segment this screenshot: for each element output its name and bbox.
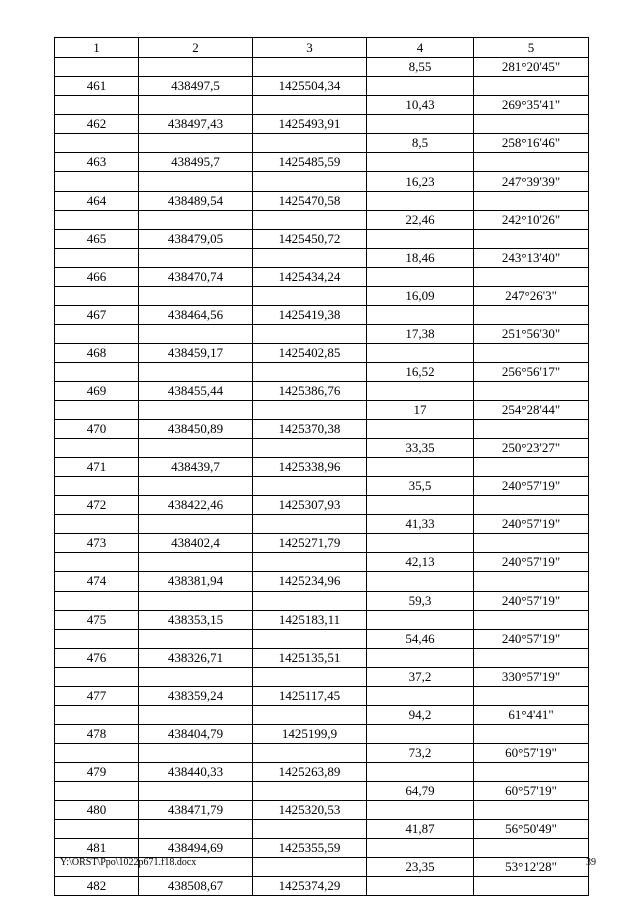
table-cell-col-5: 247°39'39": [474, 172, 589, 191]
table-cell-col-3: 1425199,9: [253, 724, 367, 743]
table-cell-col-5: 240°57'19": [474, 629, 589, 648]
table-cell-col-4: [367, 801, 474, 820]
table-row: [55, 458, 589, 477]
table-cell-col-3: [253, 324, 367, 343]
table-cell-col-3: 1425135,51: [253, 648, 367, 667]
table-row: [55, 439, 589, 458]
table-row: [55, 667, 589, 686]
table-cell-col-4: [367, 496, 474, 515]
table-cell-col-1: [55, 743, 139, 762]
table-cell-col-2: [139, 134, 253, 153]
table-cell-col-4: 33,35: [367, 439, 474, 458]
table-cell-col-4: 16,23: [367, 172, 474, 191]
header-cell-3: 3: [253, 38, 367, 58]
table-cell-col-5: 240°57'19": [474, 515, 589, 534]
table-cell-col-4: [367, 762, 474, 781]
table-cell-col-1: 475: [55, 610, 139, 629]
table-cell-col-3: [253, 172, 367, 191]
table-cell-col-4: 73,2: [367, 743, 474, 762]
table-row: [55, 362, 589, 381]
table-cell-col-1: [55, 134, 139, 153]
table-cell-col-2: 438439,7: [139, 458, 253, 477]
table-cell-col-4: 23,35: [367, 858, 474, 877]
table-cell-col-4: [367, 191, 474, 210]
table-cell-col-2: 438479,05: [139, 229, 253, 248]
table-cell-col-3: [253, 96, 367, 115]
table-row: [55, 324, 589, 343]
table-cell-col-4: 8,5: [367, 134, 474, 153]
table-cell-col-4: [367, 420, 474, 439]
table-cell-col-4: 54,46: [367, 629, 474, 648]
table-cell-col-3: [253, 477, 367, 496]
table-cell-col-1: [55, 58, 139, 77]
table-cell-col-4: 37,2: [367, 667, 474, 686]
table-cell-col-1: [55, 515, 139, 534]
table-row: [55, 820, 589, 839]
table-row: [55, 58, 589, 77]
table-row: [55, 743, 589, 762]
table-cell-col-5: [474, 153, 589, 172]
table-cell-col-1: 463: [55, 153, 139, 172]
table-cell-col-4: 41,33: [367, 515, 474, 534]
table-row: [55, 496, 589, 515]
table-cell-col-4: [367, 610, 474, 629]
table-cell-col-4: [367, 648, 474, 667]
table-cell-col-3: 1425450,72: [253, 229, 367, 248]
table-cell-col-3: [253, 553, 367, 572]
table-cell-col-4: [367, 724, 474, 743]
table-cell-col-5: [474, 534, 589, 553]
table-cell-col-2: [139, 286, 253, 305]
table-cell-col-4: [367, 877, 474, 896]
table-cell-col-1: [55, 401, 139, 420]
table-body: [55, 58, 589, 896]
table-cell-col-5: [474, 496, 589, 515]
table-cell-col-1: 479: [55, 762, 139, 781]
table-cell-col-5: [474, 801, 589, 820]
table-cell-col-4: [367, 572, 474, 591]
table-cell-col-1: 468: [55, 343, 139, 362]
table-cell-col-3: 1425117,45: [253, 686, 367, 705]
table-row: [55, 572, 589, 591]
header-cell-2: 2: [139, 38, 253, 58]
table-cell-col-5: [474, 191, 589, 210]
table-cell-col-4: 42,13: [367, 553, 474, 572]
table-cell-col-2: 438440,33: [139, 762, 253, 781]
table-cell-col-3: [253, 705, 367, 724]
table-cell-col-2: 438464,56: [139, 305, 253, 324]
table-cell-col-2: [139, 629, 253, 648]
page-number: 39: [586, 857, 596, 868]
table-cell-col-2: 438326,71: [139, 648, 253, 667]
table-cell-col-5: [474, 572, 589, 591]
table-cell-col-1: 482: [55, 877, 139, 896]
table-cell-col-1: 471: [55, 458, 139, 477]
table-cell-col-1: 462: [55, 115, 139, 134]
table-cell-col-5: 60°57'19": [474, 781, 589, 800]
table-cell-col-3: [253, 858, 367, 877]
table-cell-col-1: 469: [55, 381, 139, 400]
table-cell-col-4: 22,46: [367, 210, 474, 229]
table-cell-col-3: 1425307,93: [253, 496, 367, 515]
table-cell-col-4: 41,87: [367, 820, 474, 839]
table-cell-col-4: 94,2: [367, 705, 474, 724]
table-cell-col-1: 464: [55, 191, 139, 210]
table-cell-col-5: 251°56'30": [474, 324, 589, 343]
table-cell-col-5: 53°12'28": [474, 858, 589, 877]
table-row: [55, 115, 589, 134]
table-cell-col-4: [367, 229, 474, 248]
table-cell-col-1: [55, 286, 139, 305]
table-cell-col-1: [55, 477, 139, 496]
table-cell-col-3: [253, 401, 367, 420]
table-cell-col-4: 16,09: [367, 286, 474, 305]
table-cell-col-2: [139, 705, 253, 724]
table-cell-col-1: [55, 667, 139, 686]
table-cell-col-5: [474, 648, 589, 667]
table-cell-col-3: [253, 439, 367, 458]
table-cell-col-5: 242°10'26": [474, 210, 589, 229]
header-cell-4: 4: [367, 38, 474, 58]
table-cell-col-2: 438508,67: [139, 877, 253, 896]
table-cell-col-3: [253, 781, 367, 800]
table-row: [55, 610, 589, 629]
table-row: [55, 401, 589, 420]
table-row: [55, 762, 589, 781]
table-cell-col-5: [474, 724, 589, 743]
table-cell-col-2: 438353,15: [139, 610, 253, 629]
table-cell-col-2: 438450,89: [139, 420, 253, 439]
table-cell-col-4: [367, 686, 474, 705]
table-cell-col-4: 17: [367, 401, 474, 420]
table-cell-col-4: [367, 381, 474, 400]
table-row: [55, 381, 589, 400]
table-cell-col-5: 240°57'19": [474, 477, 589, 496]
table-cell-col-3: [253, 629, 367, 648]
table-cell-col-3: [253, 515, 367, 534]
table-cell-col-5: [474, 381, 589, 400]
table-cell-col-2: 438470,74: [139, 267, 253, 286]
table-cell-col-5: 250°23'27": [474, 439, 589, 458]
table-cell-col-2: [139, 743, 253, 762]
table-cell-col-3: 1425485,59: [253, 153, 367, 172]
table-row: [55, 686, 589, 705]
table-row: [55, 781, 589, 800]
table-cell-col-3: 1425386,76: [253, 381, 367, 400]
table-cell-col-4: 16,52: [367, 362, 474, 381]
table-cell-col-3: 1425374,29: [253, 877, 367, 896]
table-cell-col-2: [139, 591, 253, 610]
table-cell-col-1: [55, 324, 139, 343]
table-cell-col-3: [253, 820, 367, 839]
table-cell-col-2: [139, 401, 253, 420]
table-cell-col-2: 438402,4: [139, 534, 253, 553]
table-cell-col-1: [55, 210, 139, 229]
table-cell-col-2: [139, 362, 253, 381]
table-cell-col-2: 438359,24: [139, 686, 253, 705]
table-cell-col-2: [139, 553, 253, 572]
table-cell-col-2: 438404,79: [139, 724, 253, 743]
table-cell-col-2: [139, 781, 253, 800]
table-row: [55, 553, 589, 572]
table-cell-col-3: [253, 248, 367, 267]
table-cell-col-3: 1425419,38: [253, 305, 367, 324]
table-cell-col-5: [474, 77, 589, 96]
table-cell-col-4: 59,3: [367, 591, 474, 610]
table-row: [55, 77, 589, 96]
table-cell-col-2: 438459,17: [139, 343, 253, 362]
table-cell-col-5: 60°57'19": [474, 743, 589, 762]
table-cell-col-5: [474, 115, 589, 134]
table-cell-col-5: 247°26'3": [474, 286, 589, 305]
table-cell-col-4: 18,46: [367, 248, 474, 267]
table-cell-col-2: 438494,69: [139, 839, 253, 858]
table-row: [55, 420, 589, 439]
table-cell-col-5: [474, 267, 589, 286]
table-cell-col-2: [139, 248, 253, 267]
table-cell-col-2: [139, 96, 253, 115]
table-cell-col-3: [253, 591, 367, 610]
table-cell-col-3: [253, 58, 367, 77]
table-cell-col-5: 330°57'19": [474, 667, 589, 686]
table-cell-col-1: [55, 591, 139, 610]
table-cell-col-5: [474, 610, 589, 629]
table-row: [55, 648, 589, 667]
table-cell-col-5: 61°4'41": [474, 705, 589, 724]
table-cell-col-1: [55, 629, 139, 648]
table-cell-col-4: [367, 305, 474, 324]
table-cell-col-5: [474, 420, 589, 439]
table-cell-col-5: 240°57'19": [474, 591, 589, 610]
table-cell-col-2: 438497,43: [139, 115, 253, 134]
table-cell-col-1: 476: [55, 648, 139, 667]
table-row: [55, 515, 589, 534]
table-row: [55, 191, 589, 210]
table-row: [55, 305, 589, 324]
table-cell-col-2: 438455,44: [139, 381, 253, 400]
table-cell-col-4: [367, 267, 474, 286]
table-row: [55, 134, 589, 153]
table-cell-col-2: [139, 210, 253, 229]
table-cell-col-2: 438381,94: [139, 572, 253, 591]
table-row: [55, 248, 589, 267]
table-cell-col-3: [253, 134, 367, 153]
table-row: [55, 705, 589, 724]
table-cell-col-1: 473: [55, 534, 139, 553]
table-cell-col-1: 467: [55, 305, 139, 324]
table-row: [55, 629, 589, 648]
table-cell-col-1: 470: [55, 420, 139, 439]
table-cell-col-5: [474, 343, 589, 362]
table-cell-col-4: 64,79: [367, 781, 474, 800]
table-cell-col-1: 480: [55, 801, 139, 820]
table-row: [55, 343, 589, 362]
table-cell-col-2: [139, 820, 253, 839]
table-cell-col-2: [139, 439, 253, 458]
table-cell-col-1: [55, 553, 139, 572]
table-cell-col-3: 1425504,34: [253, 77, 367, 96]
table-cell-col-1: 465: [55, 229, 139, 248]
table-cell-col-5: [474, 229, 589, 248]
table-cell-col-1: 474: [55, 572, 139, 591]
table-header-row: [55, 38, 589, 58]
table-cell-col-1: [55, 362, 139, 381]
table-cell-col-5: 256°56'17": [474, 362, 589, 381]
table-cell-col-3: 1425338,96: [253, 458, 367, 477]
table-cell-col-1: 461: [55, 77, 139, 96]
table-cell-col-3: 1425493,91: [253, 115, 367, 134]
table-cell-col-1: 477: [55, 686, 139, 705]
table-row: [55, 801, 589, 820]
table-cell-col-1: [55, 96, 139, 115]
table-cell-col-2: 438489,54: [139, 191, 253, 210]
table-cell-col-3: 1425355,59: [253, 839, 367, 858]
table-cell-col-3: [253, 743, 367, 762]
table-cell-col-1: [55, 781, 139, 800]
table-cell-col-2: 438497,5: [139, 77, 253, 96]
table-cell-col-4: [367, 839, 474, 858]
table-cell-col-4: [367, 458, 474, 477]
table-row: [55, 477, 589, 496]
table-cell-col-3: 1425271,79: [253, 534, 367, 553]
table-cell-col-5: 254°28'44": [474, 401, 589, 420]
table-cell-col-5: 258°16'46": [474, 134, 589, 153]
table-cell-col-5: 243°13'40": [474, 248, 589, 267]
table-row: [55, 172, 589, 191]
table-cell-col-3: 1425320,53: [253, 801, 367, 820]
table-row: [55, 877, 589, 896]
table-cell-col-3: 1425370,38: [253, 420, 367, 439]
table-cell-col-4: 8,55: [367, 58, 474, 77]
coordinates-table: [54, 37, 589, 896]
table-cell-col-1: 481: [55, 839, 139, 858]
table-cell-col-2: [139, 58, 253, 77]
table-cell-col-4: 10,43: [367, 96, 474, 115]
table-cell-col-3: 1425183,11: [253, 610, 367, 629]
table-cell-col-1: 466: [55, 267, 139, 286]
table-cell-col-5: [474, 458, 589, 477]
file-path: Y:\ORST\Ppo\1022p671.f18.docx: [60, 857, 197, 868]
table-cell-col-2: [139, 172, 253, 191]
table-row: [55, 839, 589, 858]
table-cell-col-5: [474, 877, 589, 896]
table-cell-col-2: [139, 667, 253, 686]
header-cell-1: 1: [55, 38, 139, 58]
table-cell-col-3: [253, 210, 367, 229]
table-cell-col-2: 438495,7: [139, 153, 253, 172]
table-cell-col-5: [474, 762, 589, 781]
table-cell-col-3: [253, 362, 367, 381]
table-row: [55, 591, 589, 610]
table-cell-col-4: [367, 534, 474, 553]
table-cell-col-3: 1425470,58: [253, 191, 367, 210]
table-cell-col-2: 438471,79: [139, 801, 253, 820]
table-row: [55, 153, 589, 172]
table-cell-col-4: [367, 343, 474, 362]
table-cell-col-2: [139, 515, 253, 534]
table-cell-col-1: [55, 439, 139, 458]
table-cell-col-5: 240°57'19": [474, 553, 589, 572]
table-cell-col-5: 269°35'41": [474, 96, 589, 115]
table-cell-col-5: 281°20'45": [474, 58, 589, 77]
table-cell-col-5: 56°50'49": [474, 820, 589, 839]
table-cell-col-1: [55, 172, 139, 191]
table-cell-col-3: 1425434,24: [253, 267, 367, 286]
table-cell-col-5: [474, 305, 589, 324]
table-cell-col-3: [253, 286, 367, 305]
table-row: [55, 96, 589, 115]
table-cell-col-5: [474, 839, 589, 858]
table-row: [55, 267, 589, 286]
table-cell-col-1: 478: [55, 724, 139, 743]
table-cell-col-4: 35,5: [367, 477, 474, 496]
table-cell-col-2: [139, 477, 253, 496]
table-cell-col-3: [253, 667, 367, 686]
table-cell-col-4: [367, 115, 474, 134]
table-cell-col-1: [55, 820, 139, 839]
table-row: [55, 724, 589, 743]
table-cell-col-3: 1425402,85: [253, 343, 367, 362]
table-row: [55, 229, 589, 248]
table-cell-col-1: [55, 705, 139, 724]
table-row: [55, 286, 589, 305]
table-cell-col-5: [474, 686, 589, 705]
table-cell-col-4: [367, 77, 474, 96]
table-cell-col-3: 1425234,96: [253, 572, 367, 591]
table-row: [55, 210, 589, 229]
table-cell-col-1: [55, 248, 139, 267]
table-cell-col-1: 472: [55, 496, 139, 515]
table-cell-col-2: [139, 324, 253, 343]
table-cell-col-2: 438422,46: [139, 496, 253, 515]
header-cell-5: 5: [474, 38, 589, 58]
table-cell-col-3: 1425263,89: [253, 762, 367, 781]
table-cell-col-4: [367, 153, 474, 172]
table-cell-col-4: 17,38: [367, 324, 474, 343]
table-row: [55, 534, 589, 553]
